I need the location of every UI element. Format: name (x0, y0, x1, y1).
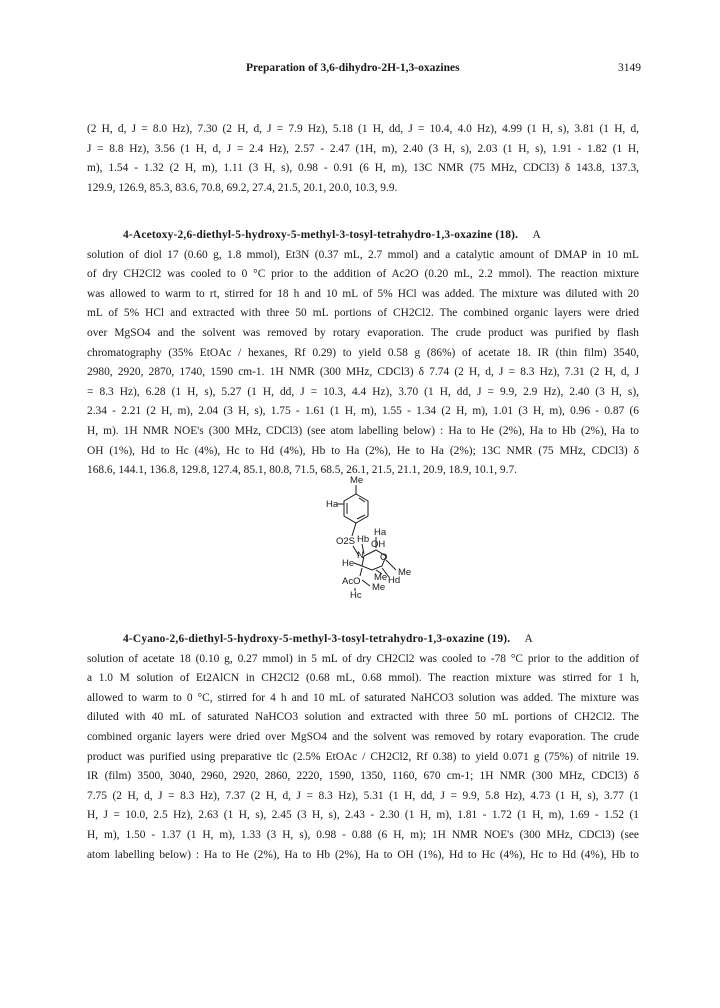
section-heading-line (87, 630, 639, 650)
structure-label-oh: OH (371, 539, 386, 550)
text-line: 2.34 - 2.21 (2 H, m), 2.04 (3 H, s), 1.75 - 1.61 (1 H, m), 1.55 - 1.34 (2 H, m), 1.01 (3 H, m), 0.96 - 0.87 (6 (87, 405, 639, 418)
page-number: 3149 (618, 62, 641, 74)
text-line: J = 8.8 Hz), 3.56 (1 H, d, J = 2.4 Hz), 2.57 - 2.47 (1H, m), 2.40 (3 H, s), 2.03 (1 H, s), 1.91 - 1.82 (1 H, (87, 142, 639, 155)
text-line: 168.6, 144.1, 136.8, 129.8, 127.4, 85.1, 80.8, 71.5, 68.5, 26.1, 21.5, 21.1, 20.9, 18.9, 10.1, 9.7. (87, 464, 517, 477)
structure-label-ha-ring: Ha (326, 499, 339, 510)
text-line: H, J = 10.0, 2.5 Hz), 2.63 (1 H, s), 2.45 (3 H, s), 2.43 - 2.30 (1 H, m), 1.81 - 1.72 (1 H, m), 1.69 - 1.52 (1 (87, 809, 639, 822)
structure-label-me-mid: Me (374, 572, 388, 583)
text-line: (2 H, d, J = 8.0 Hz), 7.30 (2 H, d, J = 7.9 Hz), 5.18 (1 H, dd, J = 10.4, 4.0 Hz), 4.99 (1 H, s), 3.81 (1 H, d, (87, 123, 639, 135)
text-line: 2980, 2920, 2870, 1740, 1590 cm-1. 1H NMR (300 MHz, CDCl3) δ 7.74 (2 H, d, J = 8.3 Hz), 7.31 (2 H, d, J (87, 366, 639, 379)
structure-label-aco: AcO (342, 576, 361, 587)
text-line: OH (1%), Hd to Hc (4%), Hc to Hd (4%), Hb to Ha (2%), He to Ha (2%); 13C NMR (75 MHz, CDCl3) δ (87, 444, 639, 457)
benzene-ring (344, 494, 368, 523)
structure-label-he: He (342, 558, 355, 569)
text-line: solution of acetate 18 (0.10 g, 0.27 mmol) in 5 mL of dry CH2Cl2 was cooled to -78 °C prior to the addition of (87, 652, 639, 665)
text-line: chromatography (35% EtOAc / hexanes, Rf 0.29) to yield 0.58 g (86%) of acetate 18. IR (thin film) 3540, (87, 346, 639, 359)
text-line: was allowed to warm to rt, stirred for 18 h and 10 mL of 5% HCl was added. The mixture was diluted with 20 (87, 287, 639, 300)
text-line: of dry CH2Cl2 was cooled to 0 °C prior to the addition of Ac2O (0.20 mL, 2.2 mmol). The reaction mixture (87, 268, 639, 281)
structure-label-o2s: O2S (336, 536, 356, 547)
text-line: combined organic layers were dried over MgSO4 and the solvent was removed by rotary evaporation. The crude (87, 730, 639, 743)
chemical-structure-diagram (258, 476, 428, 606)
structure-label-o: O (380, 552, 388, 563)
text-line: over MgSO4 and the solvent was removed by rotary evaporation. The crude product was purified by flash (87, 326, 639, 339)
text-line: H, m), 1.50 - 1.37 (1 H, m), 1.33 (3 H, s), 0.98 - 0.88 (6 H, m); 1H NMR NOE's (300 MHz, CDCl3) (see (87, 828, 639, 841)
structure-label-hd: Hd (388, 575, 401, 586)
intro-paragraph (87, 120, 639, 198)
structure-label-hc: Hc (350, 590, 362, 601)
text-line: IR (film) 3500, 3040, 2960, 2920, 2860, 2220, 1590, 1350, 1160, 670 cm-1; 1H NMR (300 MHz, CDCl3) δ (87, 770, 639, 783)
bond-line (352, 523, 356, 536)
running-head: Preparation of 3,6-dihydro-2H-1,3-oxazines (246, 62, 460, 74)
text-line: H, m). 1H NMR NOE's (300 MHz, CDCl3) (see atom labelling below) : Ha to He (2%), Ha to Hb (2%), Ha to (87, 424, 639, 437)
heading-tail: A (524, 633, 533, 645)
structure-label-me-right: Me (398, 567, 412, 578)
text-line: a 1.0 M solution of Et2AlCN in CH2Cl2 (0.68 mL, 0.68 mmol). The reaction mixture was stirred for 1 h, (87, 672, 639, 685)
text-line: solution of diol 17 (0.60 g, 1.8 mmol), Et3N (0.37 mL, 2.7 mmol) and a catalytic amount of DMAP in 10 mL (87, 248, 639, 261)
structure-label-n: N (357, 550, 364, 561)
bond-line (386, 560, 396, 570)
structure-label-ha: Ha (374, 527, 387, 538)
text-line: = 8.3 Hz), 6.28 (1 H, s), 5.27 (1 H, dd, J = 10.3, 4.4 Hz), 3.70 (1 H, dd, J = 9.9, 2.9 Hz), 2.40 (3 H, s), (87, 385, 639, 398)
bond-line (354, 563, 362, 566)
bond-line (362, 580, 370, 586)
text-line: mL of 5% HCl and extracted with three 50 mL portions of CH2Cl2. The combined organic layers were dried (87, 307, 639, 320)
heading-tail: A (532, 229, 541, 241)
bond-line (360, 568, 362, 576)
text-line: diluted with 40 mL of saturated NaHCO3 solution and extracted with three 50 mL portions of CH2Cl2. The (87, 711, 639, 724)
text-line: m), 1.54 - 1.32 (2 H, m), 1.11 (3 H, s), 0.98 - 0.91 (6 H, m), 13C NMR (75 MHz, CDCl3) δ 143.8, 137.3, (87, 162, 639, 175)
section-heading-line (87, 226, 639, 246)
text-line: 129.9, 126.9, 85.3, 83.6, 70.8, 69.2, 27.4, 21.5, 20.1, 20.0, 10.3, 9.9. (87, 181, 398, 194)
section-heading: 4-Cyano-2,6-diethyl-5-hydroxy-5-methyl-3-tosyl-tetrahydro-1,3-oxazine (19). (123, 633, 511, 645)
text-line: allowed to warm to 0 °C, stirred for 4 h and 10 mL of saturated NaHCO3 solution was added. The mixture was (87, 691, 639, 704)
text-line: 7.75 (2 H, d, J = 8.3 Hz), 7.37 (2 H, d, J = 8.3 Hz), 5.31 (1 H, dd, J = 9.9, 5.8 Hz), 4.73 (1 H, s), 3.77 (1 (87, 789, 639, 802)
structure-label-hb: Hb (357, 534, 370, 545)
text-line: atom labelling below) : Ha to He (2%), Ha to Hb (2%), Ha to OH (1%), Hd to Hc (4%), Hc to Hd (4%), Hb to (87, 848, 639, 861)
structure-label-me-bottom: Me (372, 582, 386, 593)
section-compound-18 (87, 226, 639, 481)
section-compound-19 (87, 630, 639, 865)
structure-label-me-top: Me (350, 476, 364, 486)
text-line: product was purified using preparative tlc (2.5% EtOAc / CH2Cl2, Rf 0.38) to yield 0.071 g (75%) of nitrile 19. (87, 750, 639, 763)
section-heading: 4-Acetoxy-2,6-diethyl-5-hydroxy-5-methyl-3-tosyl-tetrahydro-1,3-oxazine (18). (123, 229, 519, 241)
